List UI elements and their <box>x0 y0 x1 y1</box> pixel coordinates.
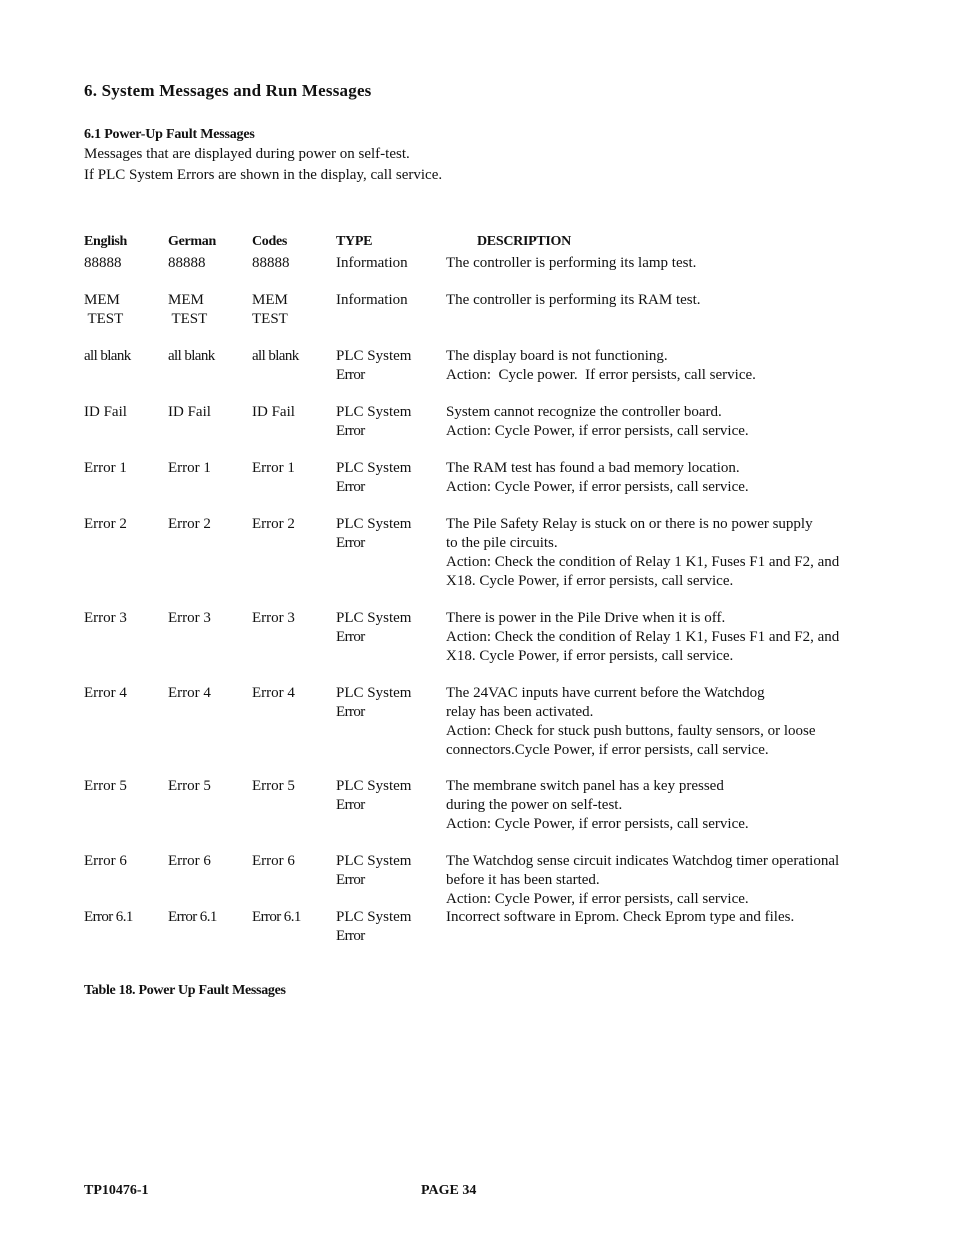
cell-german <box>168 684 211 703</box>
cell-description-line: The display board is not functioning. <box>446 348 668 364</box>
cell-type <box>336 777 411 815</box>
cell-english <box>84 291 123 329</box>
cell-english-line: MEM <box>84 292 120 308</box>
footer-doc-id: TP10476-1 <box>84 1183 149 1198</box>
cell-codes <box>252 684 295 703</box>
cell-description-line: The RAM test has found a bad memory location. <box>446 460 740 476</box>
cell-type <box>336 291 408 310</box>
cell-codes <box>252 908 301 927</box>
cell-english <box>84 515 127 534</box>
cell-description <box>446 347 756 385</box>
cell-type-line: Error <box>336 535 365 551</box>
cell-type-line: PLC System <box>336 685 412 701</box>
cell-english <box>84 908 133 927</box>
cell-type <box>336 403 411 441</box>
cell-description-line: Action: Check the condition of Relay 1 K1, Fuses F1 and F2, and <box>446 629 840 645</box>
cell-german <box>168 459 211 478</box>
header-description: DESCRIPTION <box>477 234 571 249</box>
cell-description-line: during the power on self-test. <box>446 797 623 813</box>
cell-type-line: PLC System <box>336 516 412 532</box>
cell-description-line: Incorrect software in Eprom. Check Eprom type and files. <box>446 909 795 925</box>
cell-type <box>336 254 408 273</box>
header-german: German <box>168 234 216 249</box>
cell-type-line: PLC System <box>336 460 412 476</box>
cell-description <box>446 254 696 273</box>
cell-english-line: Error 6.1 <box>84 909 133 925</box>
cell-german-line: Error 5 <box>168 778 211 794</box>
cell-type <box>336 908 411 946</box>
cell-german <box>168 609 211 628</box>
cell-codes-line: Error 5 <box>252 778 295 794</box>
cell-description-line: The Pile Safety Relay is stuck on or there is no power supply <box>446 516 813 532</box>
cell-description-line: The Watchdog sense circuit indicates Watchdog timer operational <box>446 853 840 869</box>
cell-english-line: Error 4 <box>84 685 127 701</box>
cell-english <box>84 459 127 478</box>
cell-description <box>446 684 816 760</box>
cell-type-line: PLC System <box>336 404 412 420</box>
cell-english-line: Error 1 <box>84 460 127 476</box>
cell-description-line: Action: Cycle power. If error persists, call service. <box>446 367 756 383</box>
cell-codes <box>252 459 295 478</box>
cell-german <box>168 291 207 329</box>
subsection-title: 6.1 Power-Up Fault Messages <box>84 127 255 142</box>
cell-codes-line: Error 4 <box>252 685 295 701</box>
cell-description <box>446 777 749 834</box>
cell-codes <box>252 254 290 273</box>
cell-german <box>168 254 206 273</box>
cell-type-line: Information <box>336 292 408 308</box>
cell-codes-line: Error 1 <box>252 460 295 476</box>
cell-description-line: The controller is performing its lamp test. <box>446 255 697 271</box>
cell-german-line: Error 1 <box>168 460 211 476</box>
cell-codes <box>252 777 295 796</box>
cell-description-line: Action: Check for stuck push buttons, faulty sensors, or loose <box>446 723 816 739</box>
cell-type <box>336 609 411 647</box>
cell-description <box>446 515 839 591</box>
cell-english-line: Error 3 <box>84 610 127 626</box>
cell-german-line: Error 2 <box>168 516 211 532</box>
cell-german <box>168 403 211 422</box>
cell-description <box>446 908 794 927</box>
cell-type-line: Error <box>336 704 365 720</box>
cell-german-line: Error 4 <box>168 685 211 701</box>
cell-german <box>168 777 211 796</box>
cell-description <box>446 459 749 497</box>
cell-codes <box>252 609 295 628</box>
cell-type-line: Information <box>336 255 408 271</box>
cell-german-line: ID Fail <box>168 404 211 420</box>
cell-type-line: PLC System <box>336 610 412 626</box>
cell-codes <box>252 515 295 534</box>
cell-german <box>168 852 211 871</box>
header-type: TYPE <box>336 234 373 249</box>
cell-english <box>84 852 127 871</box>
cell-english <box>84 777 127 796</box>
cell-english <box>84 403 127 422</box>
cell-type-line: Error <box>336 872 365 888</box>
cell-codes-line: Error 3 <box>252 610 295 626</box>
cell-description-line: Action: Cycle Power, if error persists, call service. <box>446 479 749 495</box>
cell-type-line: Error <box>336 367 365 383</box>
cell-german-line: all blank <box>168 348 215 364</box>
header-english: English <box>84 234 128 249</box>
cell-description-line: X18. Cycle Power, if error persists, call service. <box>446 573 734 589</box>
cell-codes-line: Error 6.1 <box>252 909 301 925</box>
cell-english-line: all blank <box>84 348 131 364</box>
section-title: 6. System Messages and Run Messages <box>84 81 372 100</box>
cell-type-line: PLC System <box>336 778 412 794</box>
cell-description-line: Action: Cycle Power, if error persists, call service. <box>446 423 749 439</box>
cell-description-line: Action: Cycle Power, if error persists, call service. <box>446 816 749 832</box>
cell-english <box>84 609 127 628</box>
cell-english <box>84 347 131 366</box>
cell-description-line: before it has been started. <box>446 872 600 888</box>
cell-german <box>168 515 211 534</box>
cell-english-line: ID Fail <box>84 404 127 420</box>
table-caption: Table 18. Power Up Fault Messages <box>84 983 286 998</box>
cell-codes-line: Error 2 <box>252 516 295 532</box>
cell-type <box>336 347 411 385</box>
cell-description-line: to the pile circuits. <box>446 535 558 551</box>
cell-german-line: 88888 <box>168 255 206 271</box>
cell-description <box>446 852 839 909</box>
cell-german-line: Error 3 <box>168 610 211 626</box>
cell-english-line: Error 2 <box>84 516 127 532</box>
footer-page-number: PAGE 34 <box>421 1183 477 1198</box>
cell-type <box>336 459 411 497</box>
cell-description-line: The 24VAC inputs have current before the Watchdog <box>446 685 765 701</box>
cell-description <box>446 403 749 441</box>
cell-german-line: TEST <box>168 311 208 327</box>
cell-description-line: X18. Cycle Power, if error persists, call service. <box>446 648 734 664</box>
cell-description-line: connectors.Cycle Power, if error persists, call service. <box>446 742 769 758</box>
cell-description-line: Action: Cycle Power, if error persists, call service. <box>446 891 749 907</box>
intro-line: If PLC System Errors are shown in the display, call service. <box>84 167 443 183</box>
cell-english <box>84 254 122 273</box>
cell-type <box>336 515 411 553</box>
cell-codes <box>252 403 295 422</box>
header-codes: Codes <box>252 234 288 249</box>
cell-type-line: Error <box>336 928 365 944</box>
cell-german <box>168 347 215 366</box>
intro-line: Messages that are displayed during power on self-test. <box>84 146 410 162</box>
cell-codes <box>252 347 299 366</box>
cell-description-line: The controller is performing its RAM test. <box>446 292 701 308</box>
cell-codes-line: 88888 <box>252 255 290 271</box>
cell-codes-line: MEM <box>252 292 288 308</box>
cell-english <box>84 684 127 703</box>
cell-german <box>168 908 217 927</box>
cell-codes-line: ID Fail <box>252 404 295 420</box>
cell-english-line: 88888 <box>84 255 122 271</box>
cell-german-line: Error 6.1 <box>168 909 217 925</box>
cell-description-line: relay has been activated. <box>446 704 594 720</box>
cell-codes-line: TEST <box>252 311 288 327</box>
cell-german-line: MEM <box>168 292 204 308</box>
cell-description-line: Action: Check the condition of Relay 1 K1, Fuses F1 and F2, and <box>446 554 840 570</box>
cell-description-line: The membrane switch panel has a key pressed <box>446 778 724 794</box>
cell-description-line: System cannot recognize the controller board. <box>446 404 722 420</box>
cell-type-line: Error <box>336 479 365 495</box>
cell-type-line: Error <box>336 797 365 813</box>
cell-type-line: PLC System <box>336 348 412 364</box>
cell-codes-line: Error 6 <box>252 853 295 869</box>
cell-type <box>336 684 411 722</box>
cell-type-line: PLC System <box>336 853 412 869</box>
cell-codes <box>252 291 288 329</box>
cell-type <box>336 852 411 890</box>
cell-english-line: Error 6 <box>84 853 127 869</box>
cell-description <box>446 291 701 310</box>
cell-english-line: TEST <box>84 311 124 327</box>
cell-type-line: Error <box>336 629 365 645</box>
cell-type-line: Error <box>336 423 365 439</box>
cell-german-line: Error 6 <box>168 853 211 869</box>
cell-codes-line: all blank <box>252 348 299 364</box>
cell-description <box>446 609 839 666</box>
cell-codes <box>252 852 295 871</box>
cell-english-line: Error 5 <box>84 778 127 794</box>
cell-description-line: There is power in the Pile Drive when it is off. <box>446 610 726 626</box>
cell-type-line: PLC System <box>336 909 412 925</box>
